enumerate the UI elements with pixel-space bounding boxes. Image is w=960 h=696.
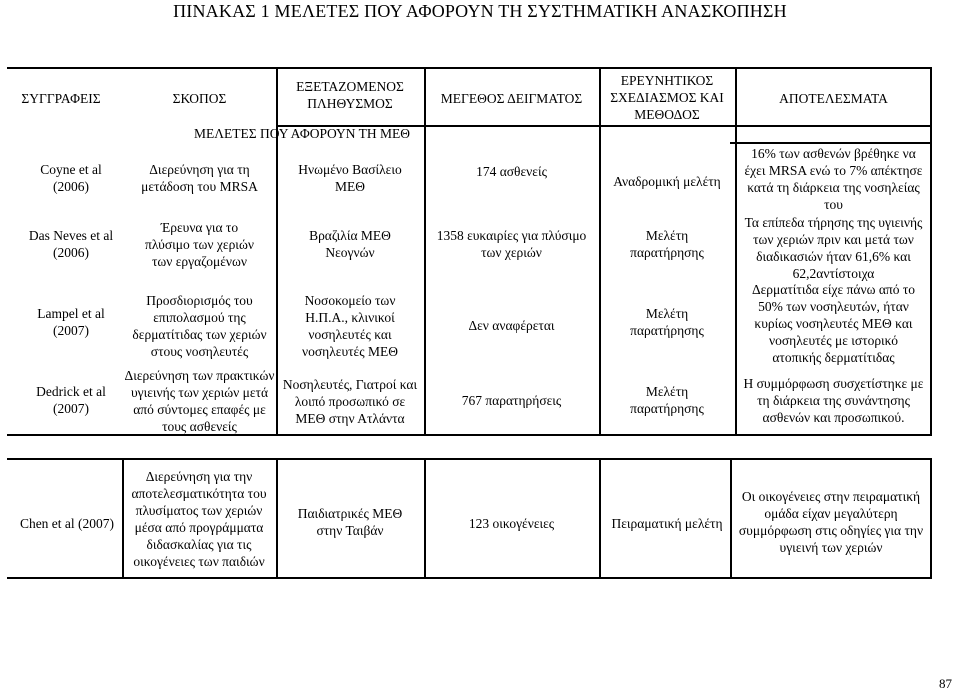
column-header-design: ΕΡΕΥΝΗΤΙΚΟΣ ΣΧΕΔΙΑΣΜΟΣ ΚΑΙ ΜΕΘΟΔΟΣ bbox=[610, 72, 724, 122]
table-row-results: Η συμμόρφωση συσχετίστηκε με τη διάρκεια της συνάντησης ασθενών και προσωπικού. bbox=[743, 375, 924, 425]
table-row-aim: Διερεύνηση για τη μετάδοση του MRSA bbox=[141, 162, 258, 194]
table-row-sample: 1358 ευκαιρίες για πλύσιμο των χεριών bbox=[436, 228, 587, 260]
table-row-design: Μελέτη παρατήρησης bbox=[630, 228, 704, 260]
table-row-results: Δερματίτιδα είχε πάνω από το 50% των νοσηλευτών, ήταν κυρίως νοσηλευτές ΜΕΘ και νοσηλευτές με ιστορικό ατοπικής δερματίτιδας bbox=[751, 281, 916, 365]
table-row-design: Αναδρομική μελέτη bbox=[613, 173, 721, 189]
table-row-results: Οι οικογένειες στην πειραματική ομάδα είχαν μεγαλύτερη συμμόρφωση στις οδηγίες για την υγιεινή των χεριών bbox=[738, 489, 924, 555]
table-row-aim: Προσδιορισμός του επιπολασμού της δερματίτιδας των χεριών στους νοσηλευτές bbox=[132, 293, 267, 359]
table-row-aim: Διερεύνηση των πρακτικών υγιεινής των χεριών μετά από σύντομες επαφές με τους ασθενείς bbox=[124, 368, 275, 434]
table-row-sample: 174 ασθενείς bbox=[476, 163, 547, 179]
table-row-results: 16% των ασθενών βρέθηκε να έχει MRSA ενώ το 7% απέκτησε κατά τη διάρκεια της νοσηλείας του bbox=[744, 146, 923, 212]
table-row-results: Τα επίπεδα τήρησης της υγιεινής των χεριών πριν και μετά των διαδικασιών ήταν 61,6% και 62,2αντίστοιχα bbox=[744, 215, 923, 281]
table-row-population: Ηνωμένο Βασίλειο ΜΕΘ bbox=[298, 162, 402, 194]
column-header-sample: ΜΕΓΕΘΟΣ ΔΕΙΓΜΑΤΟΣ bbox=[440, 90, 583, 106]
page-title: ΠΙΝΑΚΑΣ 1 ΜΕΛΕΤΕΣ ΠΟΥ ΑΦΟΡΟΥΝ ΤΗ ΣΥΣΤΗΜΑΤΙΚΗ ΑΝΑΣΚΟΠΗΣΗ bbox=[173, 1, 787, 21]
column-header-population: ΕΞΕΤΑΖΟΜΕΝΟΣ ΠΛΗΘΥΣΜΟΣ bbox=[296, 79, 404, 111]
column-header-results: ΑΠΟΤΕΛΕΣΜΑΤΑ bbox=[779, 90, 888, 106]
table-row-sample: 767 παρατηρήσεις bbox=[461, 392, 562, 408]
table-row-design: Μελέτη παρατήρησης bbox=[630, 384, 704, 416]
table-row-sample: 123 οικογένειες bbox=[468, 515, 555, 531]
column-header-aim: ΣΚΟΠΟΣ bbox=[172, 90, 227, 106]
table-row-aim: Έρευνα για το πλύσιμο των χεριών των εργαζομένων bbox=[145, 219, 254, 269]
column-header-authors: ΣΥΓΓΡΑΦΕΙΣ bbox=[21, 90, 101, 106]
table-row-population: Νοσοκομείο των Η.Π.Α., κλινικοί νοσηλευτές και νοσηλευτές ΜΕΘ bbox=[302, 293, 398, 359]
table-row-population: Βραζιλία ΜΕΘ Νεογνών bbox=[309, 228, 391, 260]
table-row-author: Dedrick et al (2007) bbox=[36, 384, 106, 416]
table-row-author: Das Neves et al (2006) bbox=[28, 228, 114, 260]
table-row-author: Coyne et al (2006) bbox=[40, 162, 102, 194]
table-row-population: Νοσηλευτές, Γιατροί και λοιπό προσωπικό σε ΜΕΘ στην Ατλάντα bbox=[282, 376, 418, 426]
table-row-population: Παιδιατρικές ΜΕΘ στην Ταιβάν bbox=[297, 506, 403, 538]
section-title: ΜΕΛΕΤΕΣ ΠΟΥ ΑΦΟΡΟΥΝ ΤΗ ΜΕΘ bbox=[193, 125, 411, 141]
table-row-aim: Διερεύνηση για την αποτελεσματικότητα του πλυσίματος των χεριών μέσα από προγράμματα διδασκαλίας για τις οικογένειες των παιδιών bbox=[131, 469, 267, 569]
table-row-design: Πειραματική μελέτη bbox=[611, 515, 723, 531]
page-number: 87 bbox=[939, 676, 952, 691]
table-row-design: Μελέτη παρατήρησης bbox=[630, 306, 704, 338]
table-row-sample: Δεν αναφέρεται bbox=[468, 317, 555, 333]
table-row-author: Chen et al (2007) bbox=[19, 515, 115, 531]
table-row-author: Lampel et al (2007) bbox=[37, 306, 105, 338]
